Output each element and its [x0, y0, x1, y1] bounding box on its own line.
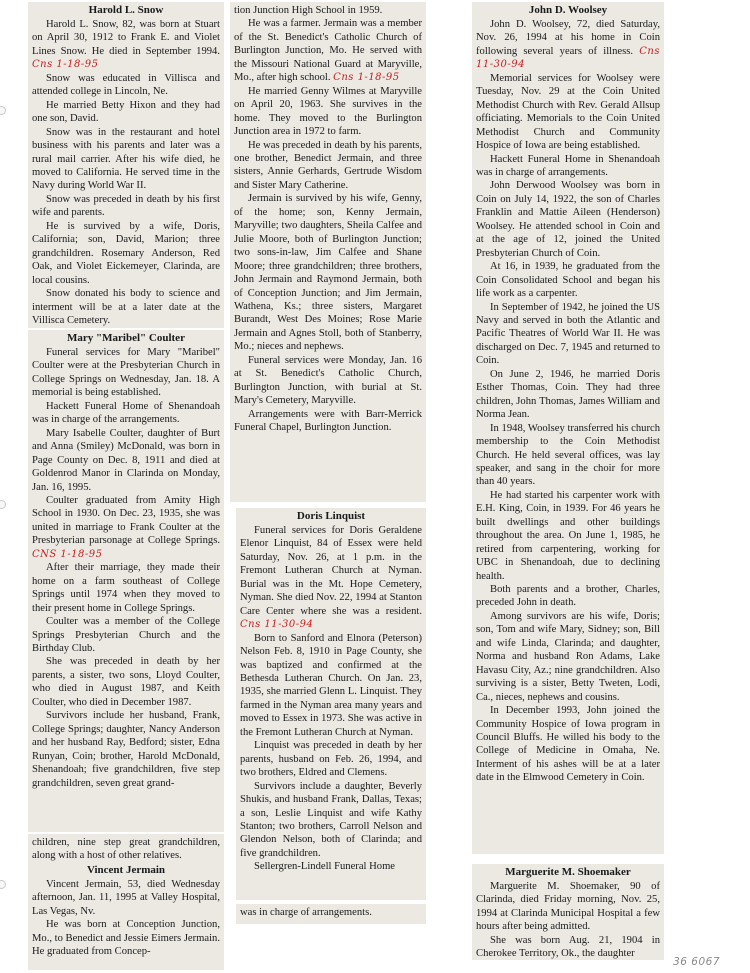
- obituary-shoemaker: [472, 864, 664, 960]
- obituary-title: Harold L. Snow: [88, 4, 164, 16]
- obituary-paragraph: He was born at Conception Junction, Mo., to Benedict and Jessie Eimers Jermain. He graduated from Concep-: [32, 919, 220, 958]
- obituary-paragraph: After their marriage, they made their home on a farm southeast of College Springs until 1974 when they moved to their present home in College Springs.: [32, 562, 220, 614]
- obituary-paragraph: Coulter was a member of the College Springs Presbyterian Church and the Birthday Club.: [32, 616, 220, 654]
- page-number-mark: 36 6067: [673, 956, 720, 968]
- punch-hole-bottom: [0, 880, 6, 889]
- obituary-paragraph: Sellergren-Lindell Funeral Home: [254, 861, 396, 873]
- obituary-paragraph: Marguerite M. Shoemaker, 90 of Clarinda, died Friday morning, Nov. 25, 1994 at Clarinda Municipal Hospital a few hours after being admitted.: [476, 881, 660, 933]
- obituary-paragraph: On June 2, 1946, he married Doris Esther Thomas, Coin. They had three children, John Thomas, James William and Norma Jean.: [476, 368, 660, 421]
- obituary-paragraph: She was preceded in death by her parents, a sister, two sons, Lloyd Coulter, who died in August 1987, and Keith Coulter, who died in December 1987.: [32, 656, 220, 708]
- obituary-paragraph: John D. Woolsey, 72, died Saturday, Nov. 26, 1994 at his home in Coin following several years of illness. Cns 11-30-94: [476, 19, 660, 71]
- obituary-paragraph: Mary Isabelle Coulter, daughter of Burt and Anna (Smiley) McDonald, was born in Page County on Dec. 8, 1911 and died at Goldenrod Manor in Clarinda on Monday, Jan. 16, 1995.: [32, 427, 220, 493]
- obituary-paragraph: children, nine step great grandchildren, along with a host of other relatives.: [32, 837, 220, 862]
- obituary-paragraph: Hackett Funeral Home in Shenandoah was in charge of arrangements.: [476, 153, 660, 178]
- obituary-paragraph: Among survivors are his wife, Doris; son, Tom and wife Mary, Sidney; son, Bill and wife Linda, Clarinda; and daughter, Norma and husband Ron Adams, Lake Havasu City, Az.; nine grandchildren. Also surviving is a sister, Betty Tweten, Lodi, Ca., nieces, nephews and cousins.: [476, 610, 660, 703]
- obituary-title: John D. Woolsey: [528, 4, 608, 16]
- obituary-linquist: [236, 508, 426, 900]
- obituary-coulter: [28, 330, 224, 832]
- obituary-snow: [28, 2, 224, 328]
- obituary-paragraph: At 16, in 1939, he graduated from the Coin Consolidated School and began his life work as a carpenter.: [476, 261, 660, 300]
- obituary-paragraph: She was born Aug. 21, 1904 in Cherokee Territory, Ok., the daughter: [476, 934, 660, 960]
- obituary-paragraph: He married Betty Hixon and they had one son, David.: [32, 99, 220, 125]
- obituary-paragraph: Funeral services for Mary "Maribel" Coulter were at the Presbyterian Church in College Springs on Wednesday, Jan. 18. A memorial is being established.: [32, 347, 220, 399]
- obituary-paragraph: Snow was educated in Villisca and attended college in Lincoln, Ne.: [32, 72, 220, 98]
- obituary-paragraph: He married Genny Wilmes at Maryville on April 20, 1963. She survives in the home. They moved to the Burlington Junction area in 1972 to farm.: [234, 85, 422, 138]
- punch-hole-top: [0, 106, 6, 115]
- obituary-linquist-continued: [236, 904, 426, 924]
- punch-hole-middle: [0, 500, 6, 509]
- handwritten-date-note: Cns 1-18-95: [333, 72, 400, 84]
- obituary-paragraph: Survivors include her husband, Frank, College Springs; daughter, Nancy Anderson and her husband Ray, Bedford; sister, Edna Runyan, Coin; brother, Harold McDonald, Shenandoah; five grandchildren, five step grandchildren, seven great grand-: [32, 710, 220, 789]
- obituary-paragraph: John Derwood Woolsey was born in Coin on July 14, 1922, the son of Charles Franklin and Mattie Aileen (Henderson) Woolsey. He attended school in Coin and at the age of 12, joined the United Presbyterian Church of Coin.: [476, 180, 660, 259]
- obituary-jermain-continued: [230, 2, 426, 502]
- handwritten-date-note: Cns 11-30-94: [476, 45, 660, 71]
- obituary-woolsey: [472, 2, 664, 854]
- handwritten-date-note: Cns 11-30-94: [240, 619, 314, 631]
- obituary-paragraph: tion Junction High School in 1959.: [234, 5, 383, 16]
- obituary-paragraph: He was preceded in death by his parents, one brother, Benedict Jermain, and three sisters, Annie Gerhards, Gertrude Wisdom and Sister Mary Catherine.: [234, 139, 422, 191]
- obituary-paragraph: Survivors include a daughter, Beverly Shukis, and husband Frank, Dallas, Texas; a son, Leslie Linquist and wife Kathy Stanton; two brothers, Carroll Nelson and Glendon Nelson, both of Clarinda; and five grandchildren.: [240, 780, 422, 859]
- obituary-paragraph: Hackett Funeral Home of Shenandoah was in charge of the arrangements.: [32, 400, 220, 426]
- obituary-paragraph: He was a farmer. Jermain was a member of the St. Benedict's Catholic Church of Burlington Junction, Mo. He served with the Missouri National Guard at Maryville, Mo., after high school. Cns 1-18-95: [234, 18, 422, 84]
- obituary-paragraph: He had started his carpenter work with E.H. King, Coin, in 1939. For 46 years he built dwellings and other buildings throughout the area. On June 1, 1985, he retired from carpentering, working for UBC in Shenandoah, due to declining health.: [476, 489, 660, 582]
- obituary-paragraph: Jermain is survived by his wife, Genny, of the home; son, Kenny Jermain, Maryville; two daughters, Sheila Calfee and Julie Moore, both of Burlington Junction; two sons-in-law, Jim Calfee and Shane Moore; three grandchildren; three brothers, John Jermain and Raymond Jermain, both of Conception Junction; and Jim Jermain, Wathena, Ks.; three sisters, Margaret Burandt, West Des Moines; Rose Marie Jermain and Agnes Stoll, both of Stanberry, Mo.; nieces and nephews.: [234, 193, 422, 353]
- obituary-title: Vincent Jermain: [86, 864, 166, 876]
- obituary-paragraph: Vincent Jermain, 53, died Wednesday afternoon, Jan. 11, 1995 at Valley Hospital, Las Vegas, Nv.: [32, 879, 220, 917]
- obituary-paragraph: Snow was preceded in death by his first wife and parents.: [32, 193, 220, 219]
- obituary-paragraph: was in charge of arrangements.: [240, 907, 372, 918]
- obituary-paragraph: Funeral services were Monday, Jan. 16 at St. Benedict's Catholic Church, Burlington Junction, with burial at St. Mary's Cemetery, Maryville.: [234, 354, 422, 407]
- obituary-paragraph: Arrangements were with Barr-Merrick Funeral Chapel, Burlington Junction.: [234, 408, 422, 434]
- obituary-coulter-continued: [28, 834, 224, 862]
- obituary-paragraph: Funeral services for Doris Geraldene Elenor Linquist, 84 of Essex were held Saturday, Nov. 26, at 1 p.m. in the Fremont Lutheran Church at Nyman. Burial was in the Mt. Hope Cemetery, Nyman. She died Nov. 22, 1994 at Stanton Care Center where she was a resident. Cns 11-30-94: [240, 525, 422, 631]
- handwritten-date-note: Cns 1-18-95: [32, 59, 99, 71]
- obituary-jermain: [28, 862, 224, 970]
- obituary-title: Mary "Maribel" Coulter: [67, 332, 185, 344]
- obituary-title: Doris Linquist: [296, 510, 366, 522]
- obituary-paragraph: Snow donated his body to science and interment will be at a later date at the Villisca Cemetery.: [32, 288, 220, 326]
- obituary-paragraph: Linquist was preceded in death by her parents, husband on Feb. 26, 1994, and two brothers, Eldred and Clemens.: [240, 740, 422, 779]
- obituary-paragraph: He is survived by a wife, Doris, California; son, David, Marion; three grandchildren. Rosemary Anderson, Red Oak, and Violet Eickemeyer, Clarinda, are local cousins.: [32, 220, 220, 286]
- handwritten-date-note: CNS 1-18-95: [32, 548, 103, 560]
- obituary-paragraph: Coulter graduated from Amity High School in 1930. On Dec. 23, 1935, she was united in marriage to Frank Coulter at the Presbyterian parsonage at College Springs. CNS 1-18-95: [32, 494, 220, 560]
- obituary-paragraph: Both parents and a brother, Charles, preceded John in death.: [476, 584, 660, 609]
- obituary-paragraph: Memorial services for Woolsey were Tuesday, Nov. 29 at the Coin United Methodist Church with Rev. Gerald Allsup officiating. Memorials to the Coin United Methodist Church and Community Hospice of Iowa are being established.: [476, 72, 660, 152]
- obituary-title: Marguerite M. Shoemaker: [505, 866, 631, 878]
- obituary-paragraph: Snow was in the restaurant and hotel business with his parents and later was a rural mail carrier. After his wife died, he moved to California. He served time in the Navy during World War II.: [32, 126, 220, 192]
- obituary-paragraph: In September of 1942, he joined the US Navy and served in both the Atlantic and Pacific Theatres of World War II. He was discharged on Dec. 7, 1945 and returned to Coin.: [476, 301, 660, 367]
- obituary-paragraph: In December 1993, John joined the Community Hospice of Iowa program in Council Bluffs. He willed his body to the College of Medicine in Omaha, Ne. Interment of his ashes will be at a later date in the Elmwood Cemetery in Coin.: [476, 705, 660, 784]
- obituary-paragraph: Born to Sanford and Elnora (Peterson) Nelson Feb. 8, 1910 in Page County, she was baptized and confirmed at the Bethesda Lutheran Church. On Jan. 23, 1935, she married Glenn L. Linquist. They farmed in the Nyman area many years and moved to Essex in 1973. She was active in the Fremont Lutheran Church at Nyman.: [240, 632, 422, 738]
- obituary-paragraph: In 1948, Woolsey transferred his church membership to the Coin Methodist Church. He held several offices, was lay speaker, and sang in the choir for more than 40 years.: [476, 422, 660, 488]
- obituary-paragraph: Harold L. Snow, 82, was born at Stuart on April 30, 1912 to Frank E. and Violet Lines Snow. He died in September 1994. Cns 1-18-95: [32, 19, 220, 71]
